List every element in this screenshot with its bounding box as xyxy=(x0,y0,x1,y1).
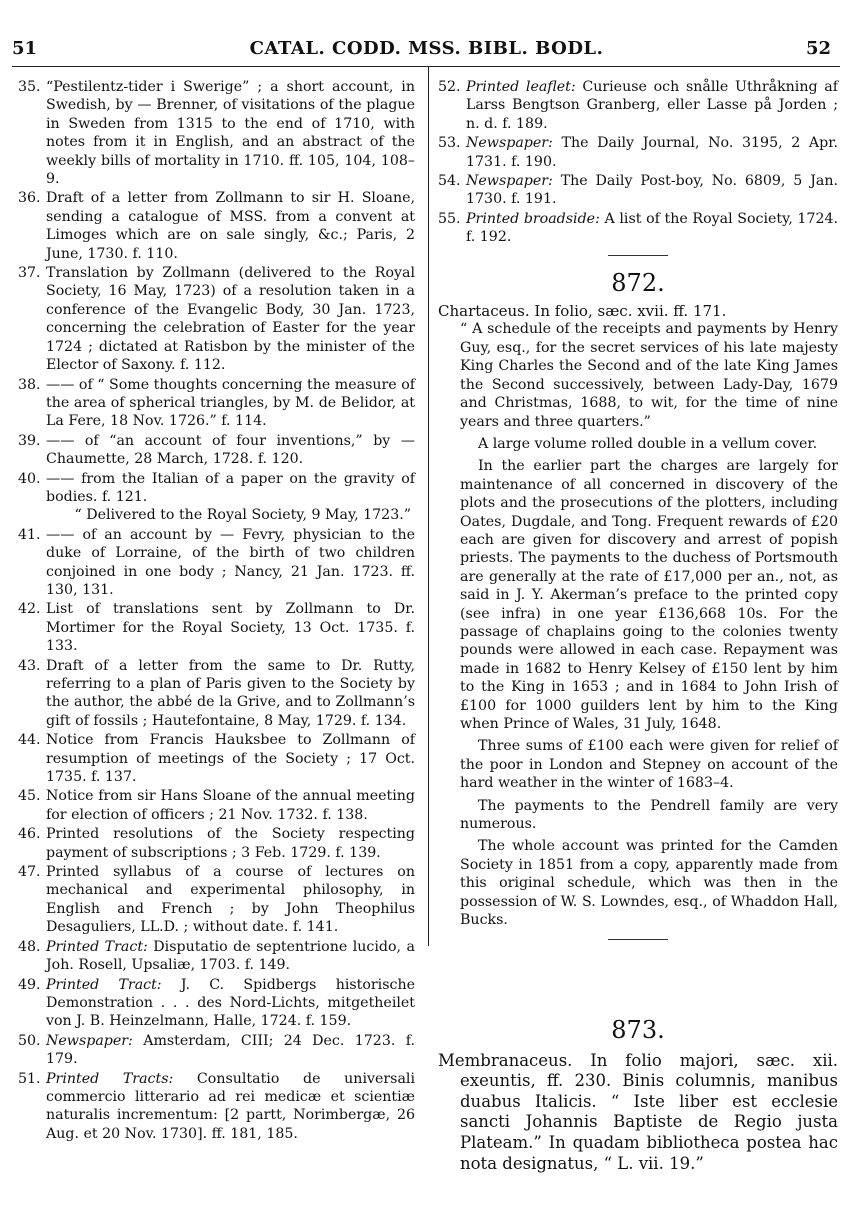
entry-number: 53. xyxy=(438,135,461,152)
entry-text: Translation by Zollmann (delivered to the Royal Society, 16 May, 1723) of a resolution taken in a conference of the Evangelic Body, 30 Jan. 1723, concerning the celebration of Easter for the year 1724 ; dictated at Ratisbon by the minister of the Elector of Saxony. f. 112. xyxy=(46,265,415,374)
entry-label: Printed Tracts: xyxy=(46,1070,174,1087)
catalogue-entry xyxy=(18,600,415,655)
entry-label: Newspaper: xyxy=(466,135,553,152)
entry-number: 35. xyxy=(18,79,41,95)
entry-text: J. C. Spidbergs historische Demonstration . . . des Nord-Lichts, mitgetheilet von J. B. Heinzelmann, Halle, 1724. f. 159. xyxy=(46,976,415,1030)
running-title: CATAL. CODD. MSS. BIBL. BODL. xyxy=(249,38,604,59)
catalogue-entry xyxy=(18,432,415,469)
entry-number: 55. xyxy=(438,210,461,227)
section-872-number: 872. xyxy=(611,268,665,297)
entry-label: Printed leaflet: xyxy=(466,79,576,95)
catalogue-entry xyxy=(438,78,838,133)
catalogue-entry xyxy=(438,134,838,171)
entry-number: 37. xyxy=(18,265,41,282)
entry-number: 48. xyxy=(18,938,41,955)
entry-number: 49. xyxy=(18,976,41,993)
entry-text: —— of an account by — Fevry, physician to the duke of Lorraine, of the birth of two children conjoined in one body ; Nancy, 21 Jan. 1723. ff. 130, 131. xyxy=(46,526,415,598)
entry-number: 47. xyxy=(18,864,41,881)
entry-text: List of translations sent by Zollmann to Dr. Mortimer for the Royal Society, 13 Oct. 1735. f. 133. xyxy=(46,601,415,655)
entry-number: 46. xyxy=(18,826,41,843)
catalogue-entry xyxy=(18,657,415,731)
entry-number: 54. xyxy=(438,173,461,190)
entry-text: Disputatio de septentrione lucido, a Joh. Rosell, Upsaliæ, 1703. f. 149. xyxy=(46,938,415,974)
section-rule xyxy=(608,255,668,256)
section-872-description: Chartaceus. In folio, sæc. xvii. ff. 171. xyxy=(438,302,727,321)
entry-text: Draft of a letter from the same to Dr. Rutty, referring to a plan of Paris given to the Society by the author, the abbé de la Grive, and to Zollmann’s gift of fossils ; Hautefontaine, 8 May, 1729. f. 134. xyxy=(46,657,415,729)
section-872-paragraph: A large volume rolled double in a vellum cover. xyxy=(478,435,818,452)
catalogue-entry xyxy=(18,938,415,975)
entry-label: Printed Tract: xyxy=(46,938,148,955)
entry-number: 44. xyxy=(18,732,41,749)
right-page-number: 52 xyxy=(805,38,831,59)
entry-text: Draft of a letter from Zollmann to sir H. Sloane, sending a catalogue of MSS. from a convent at Limoges which are on sale singly, &c.; Paris, 2 June, 1730. f. 110. xyxy=(46,190,415,262)
catalogue-entry xyxy=(18,825,415,862)
section-872-quote: “ A schedule of the receipts and payments by Henry Guy, esq., for the secret services of his late majesty King Charles the Second and of the late King James the Second successively, between Lady-Day, 1679 and Christmas, 1688, to wit, for the time of nine years and three quarters.” xyxy=(460,321,838,430)
entry-number: 45. xyxy=(18,788,41,805)
entry-text: —— of “an account of four inventions,” by — Chaumette, 28 March, 1728. f. 120. xyxy=(46,432,415,468)
entry-text: Notice from Francis Hauksbee to Zollmann of resumption of meetings of the Society ; 17 Oct. 1735. f. 137. xyxy=(46,732,415,786)
catalogue-entry xyxy=(18,78,415,188)
entry-number: 51. xyxy=(18,1070,41,1087)
column-divider xyxy=(428,66,429,946)
section-872-paragraphs xyxy=(438,435,838,930)
page-header xyxy=(0,34,853,64)
catalogue-entry xyxy=(18,863,415,937)
right-column xyxy=(438,78,838,940)
catalogue-entry xyxy=(438,210,838,247)
entry-label: Newspaper: xyxy=(46,1032,133,1049)
catalogue-entry xyxy=(438,172,838,209)
entry-text: The Daily Journal, No. 3195, 2 Apr. 1731. f. 190. xyxy=(466,135,838,170)
section-872-paragraph: Three sums of £100 each were given for relief of the poor in London and Stepney on account of the hard weather in the winter of 1683–4. xyxy=(460,738,838,792)
entry-number: 39. xyxy=(18,432,41,449)
catalogue-entry xyxy=(18,731,415,786)
entry-number: 41. xyxy=(18,526,41,543)
catalogue-entry xyxy=(18,1032,415,1069)
section-872-paragraph: The payments to the Pendrell family are very numerous. xyxy=(460,797,838,833)
section-rule xyxy=(608,939,668,940)
catalogue-entry xyxy=(18,787,415,824)
catalogue-entry xyxy=(18,1070,415,1144)
catalogue-entry xyxy=(18,976,415,1031)
entry-text: Printed syllabus of a course of lectures on mechanical and experimental philosophy, in English and French ; by John Theophilus Desaguliers, LL.D. ; without date. f. 141. xyxy=(46,864,415,936)
right-entries xyxy=(438,78,838,247)
entry-text: Curieuse och snålle Uthråkning af Larss Bengtson Granberg, eller Lasse på Jorden ; n. d. f. 189. xyxy=(466,79,838,132)
section-872-paragraph: In the earlier part the charges are largely for maintenance of all concerned in discovery of the plots and the prosecutions of the plotters, including Oates, Dugdale, and Tong. Frequent rewards of £20 each are given for discovery and arrest of popish priests. The payments to the duchess of Portsmouth are generally at the rate of £17,000 per an., not, as said in J. Y. Akerman’s preface to the printed copy (see infra) in one year £136,668 10s. For the passage of chaplains going to the colonies twenty pounds were allowed in each case. Repayment was made in 1682 to Henry Kelsey of £150 lent by him to the King in 1653 ; and in 1684 to John Irish of £100 for 1000 guilders lent by him to the King when Prince of Wales, 31 July, 1648. xyxy=(460,458,838,732)
entry-number: 52. xyxy=(438,79,461,95)
entry-text: “Pestilentz-tider i Swerige” ; a short account, in Swedish, by — Brenner, of visitations of the plague in Sweden from 1315 to the end of 1710, with notes from it in English, and an abstract of the weekly bills of mortality in 1710. ff. 105, 104, 108–9. xyxy=(46,79,415,188)
entry-label: Printed broadside: xyxy=(466,210,600,227)
section-873-number: 873. xyxy=(611,1016,665,1044)
entry-text: —— of “ Some thoughts concerning the measure of the area of spherical triangles, by M. de Belidor, at La Fere, 18 Nov. 1726.” f. 114. xyxy=(46,376,415,430)
entry-number: 43. xyxy=(18,657,41,674)
entry-number: 50. xyxy=(18,1032,41,1049)
entry-number: 36. xyxy=(18,190,41,207)
section-873 xyxy=(438,1016,838,1174)
entry-quote: “ Delivered to the Royal Society, 9 May, 1723.” xyxy=(74,507,411,524)
section-873-text: Membranaceus. In folio majori, sæc. xii. exeuntis, ff. 230. Binis columnis, manibus duabus Italicis. “ Iste liber est ecclesie sancti Johannis Baptiste de Regio justa Plateam.” In quadam bibliotheca postea hac nota designatus, “ L. vii. 19.” xyxy=(438,1050,838,1173)
entry-label: Newspaper: xyxy=(466,173,553,190)
header-rule xyxy=(12,66,840,67)
catalogue-entry xyxy=(18,376,415,431)
catalogue-entry xyxy=(18,264,415,374)
entry-text: Notice from sir Hans Sloane of the annual meeting for election of officers ; 21 Nov. 1732. f. 138. xyxy=(46,788,415,823)
left-column xyxy=(18,78,415,1144)
entry-number: 38. xyxy=(18,376,41,393)
entry-text: Amsterdam, CIII; 24 Dec. 1723. f. 179. xyxy=(46,1032,415,1068)
catalogue-entry xyxy=(18,470,415,525)
section-872-paragraph: The whole account was printed for the Camden Society in 1851 from a copy, apparently made from this original schedule, which was then in the possession of W. S. Lowndes, esq., of Whaddon Hall, Bucks. xyxy=(460,838,838,929)
entry-text: A list of the Royal Society, 1724. f. 192. xyxy=(466,210,839,246)
entry-number: 42. xyxy=(18,601,41,618)
entry-text: Printed resolutions of the Society respecting payment of subscriptions ; 3 Feb. 1729. f. 139. xyxy=(46,826,415,861)
entry-label: Printed Tract: xyxy=(46,976,162,993)
entry-text: Consultatio de universali commercio litterario ad rei medicæ et scientiæ naturalis incrementum: [2 partt, Norimbergæ, 26 Aug. et 20 Nov. 1730]. ff. 181, 185. xyxy=(46,1070,415,1142)
entry-text: The Daily Post-boy, No. 6809, 5 Jan. 1730. f. 191. xyxy=(466,173,838,208)
catalogue-entry xyxy=(18,526,415,600)
entry-text: —— from the Italian of a paper on the gravity of bodies. f. 121. xyxy=(46,470,415,505)
left-page-number: 51 xyxy=(12,38,38,59)
entry-number: 40. xyxy=(18,470,41,487)
catalogue-entry xyxy=(18,189,415,263)
